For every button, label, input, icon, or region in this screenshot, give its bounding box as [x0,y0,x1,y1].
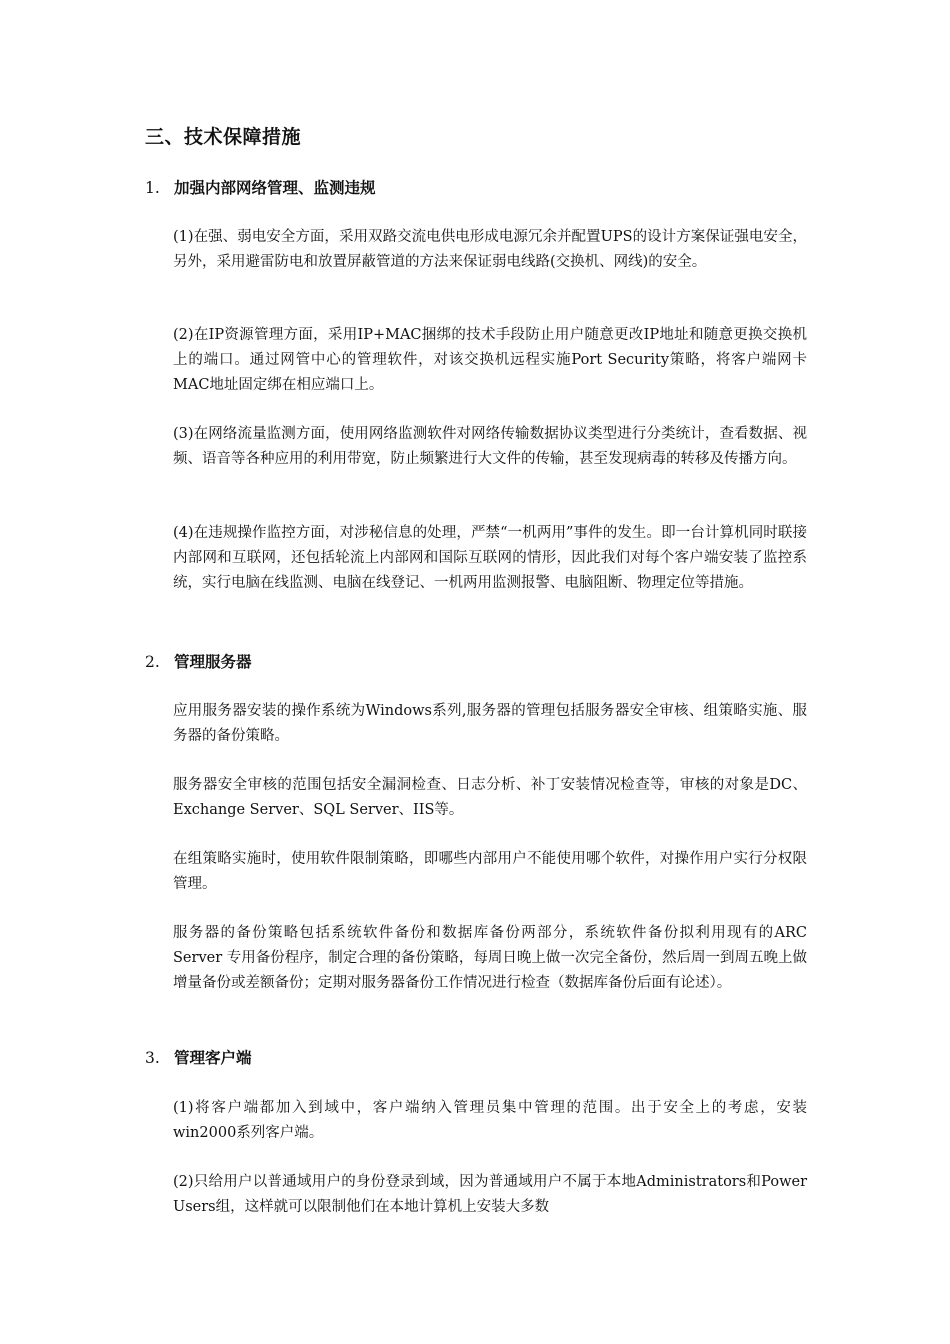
paragraph: 服务器安全审核的范围包括安全漏洞检查、日志分析、补丁安装情况检查等，审核的对象是DC、Exchange Server、SQL Server、IIS等。 [173,777,807,818]
section-title: 管理客户端 [174,1049,252,1067]
section-heading-2 [145,650,252,672]
paragraph: 应用服务器安装的操作系统为Windows系列,服务器的管理包括服务器安全审核、组策略实施、服务器的备份策略。 [173,703,807,744]
section-number: 1. [145,179,160,197]
section-number: 3. [145,1049,160,1067]
section-heading-3 [145,1046,252,1068]
paragraph: (2)只给用户以普通域用户的身份登录到域，因为普通域用户不属于本地Administrators和Power Users组，这样就可以限制他们在本地计算机上安装大多数 [173,1174,807,1215]
section-heading-1 [145,176,376,198]
paragraph: (2)在IP资源管理方面，采用IP+MAC捆绑的技术手段防止用户随意更改IP地址和随意更换交换机上的端口。通过网管中心的管理软件，对该交换机远程实施Port Security策略，将客户端网卡MAC地址固定绑在相应端口上。 [173,327,807,393]
section-title: 管理服务器 [174,653,252,671]
section-number: 2. [145,653,160,671]
paragraph: (1)将客户端都加入到域中，客户端纳入管理员集中管理的范围。出于安全上的考虑，安装win2000系列客户端。 [173,1100,807,1141]
paragraph: (3)在网络流量监测方面，使用网络监测软件对网络传输数据协议类型进行分类统计，查看数据、视频、语音等各种应用的利用带宽，防止频繁进行大文件的传输，甚至发现病毒的转移及传播方向。 [173,426,807,467]
section-title: 加强内部网络管理、监测违规 [174,179,376,197]
paragraph: (4)在违规操作监控方面，对涉秘信息的处理，严禁“一机两用”事件的发生。即一台计算机同时联接内部网和互联网，还包括轮流上内部网和国际互联网的情形，因此我们对每个客户端安装了监控系统，实行电脑在线监测、电脑在线登记、一机两用监测报警、电脑阻断、物理定位等措施。 [173,525,807,591]
document-title: 三、技术保障措施 [145,126,302,148]
paragraph: 服务器的备份策略包括系统软件备份和数据库备份两部分，系统软件备份拟利用现有的ARC Server 专用备份程序，制定合理的备份策略，每周日晚上做一次完全备份，然后周一到周五晚上做增量备份或差额备份；定期对服务器备份工作情况进行检查（数据库备份后面有论述）。 [173,925,807,991]
paragraph: (1)在强、弱电安全方面，采用双路交流电供电形成电源冗余并配置UPS的设计方案保证强电安全，另外，采用避雷防电和放置屏蔽管道的方法来保证弱电线路(交换机、网线)的安全。 [173,229,807,270]
paragraph: 在组策略实施时，使用软件限制策略，即哪些内部用户不能使用哪个软件，对操作用户实行分权限管理。 [173,851,807,892]
